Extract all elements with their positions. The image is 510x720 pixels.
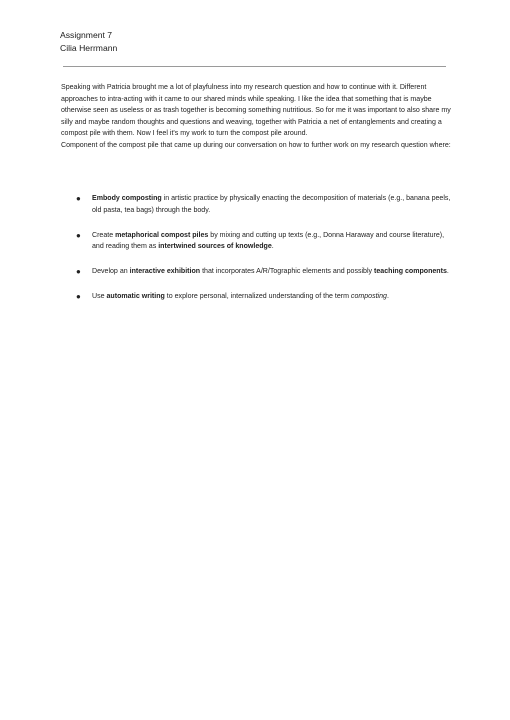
assignment-title: Assignment 7 (60, 30, 113, 40)
bold-phrase: interactive exhibition (129, 268, 201, 276)
bullet-icon: ● (76, 230, 81, 240)
bullet-icon: ● (76, 194, 81, 203)
document-body (61, 82, 451, 152)
list-item-compost-piles (61, 230, 451, 253)
bold-phrase: teaching components (374, 268, 447, 276)
item-text: to explore personal, internalized understanding of the term (164, 293, 351, 301)
component-list (61, 193, 451, 316)
header-divider (63, 66, 446, 67)
bold-phrase: metaphorical compost piles (115, 231, 209, 239)
item-text: that incorporates A/R/Tographic elements and possibly (200, 268, 375, 276)
author-name: Cilia Herrmann (60, 42, 118, 53)
document-header (60, 29, 117, 54)
list-item-automatic-writing (61, 291, 451, 303)
bullet-icon: ● (76, 292, 81, 302)
italic-phrase: composting (350, 293, 387, 301)
list-item-interactive-exhibition (61, 266, 451, 278)
item-text: Create (92, 231, 116, 239)
item-text: by mixing and cutting up texts (e.g., Donna Haraway and course literature), and reading them as (92, 231, 445, 251)
item-text: . (446, 268, 449, 276)
bold-phrase: automatic writing (106, 293, 165, 301)
item-text: . (271, 243, 274, 251)
item-text: Use (92, 293, 107, 301)
paragraph-components: Component of the compost pile that came up during our conversation on how to further work on my research question where: (61, 141, 451, 149)
bold-phrase: intertwined sources of knowledge (158, 243, 272, 251)
list-item-embody-composting (61, 193, 451, 216)
item-text: . (386, 293, 389, 301)
item-text: Develop an (92, 268, 130, 276)
bold-phrase: Embody composting (92, 195, 162, 202)
bullet-icon: ● (76, 267, 81, 277)
item-text: in artistic practice by physically enacting the decomposition of materials (e.g., banana peels, old pasta, tea bags) through the body. (92, 195, 451, 214)
paragraph-intro: Speaking with Patricia brought me a lot of playfulness into my research question and how to continue with it. Different approaches to intra-acting with it came to our shared minds while speaking. I like the idea that something that is maybe otherwise seen as useless or as trash together is becoming something nutritious. So for me it was important to also share my silly and maybe random thoughts and questions and weaving, together with Patricia a net of entanglements and creating a compost pile with them. Now I feel it's my work to turn the compost pile around. (61, 84, 451, 138)
